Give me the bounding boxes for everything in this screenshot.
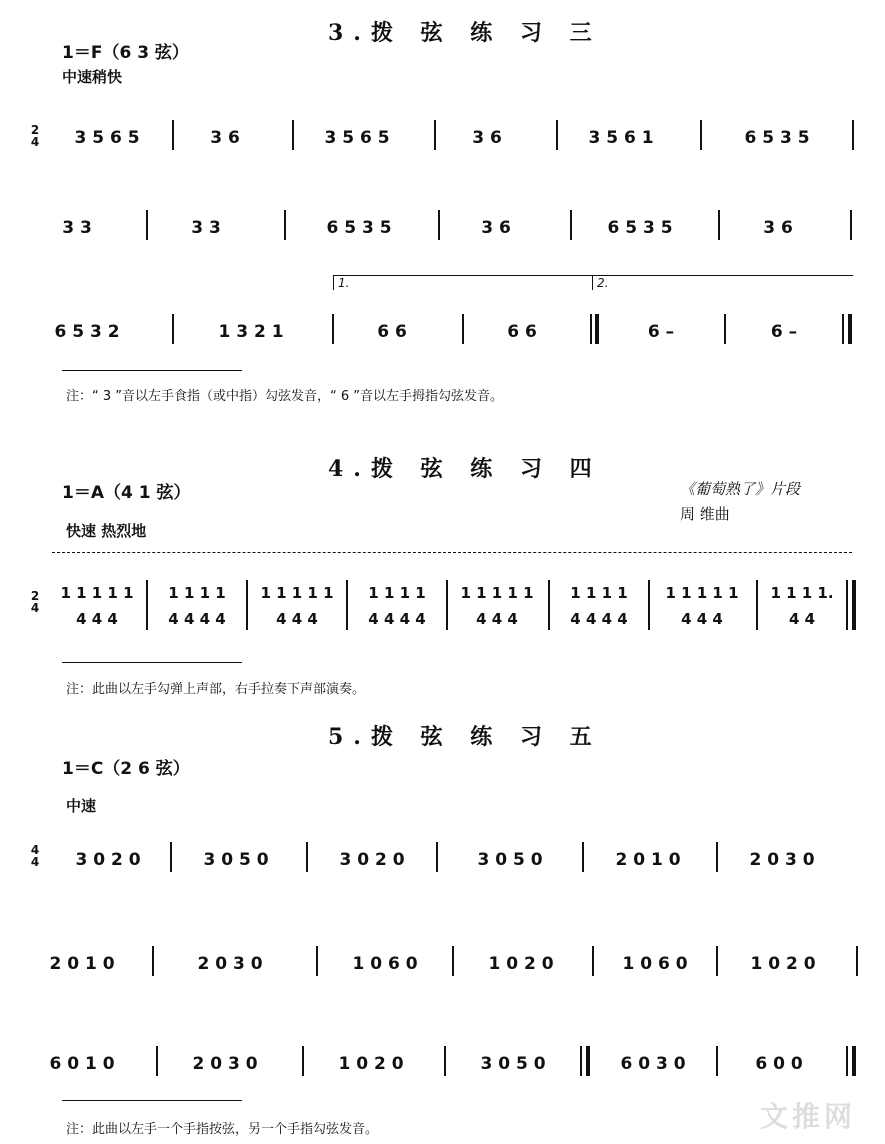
- barline: [146, 580, 148, 630]
- barline: [446, 580, 448, 630]
- dashed-line: [52, 552, 852, 553]
- section5-tempo: 中速: [66, 797, 97, 815]
- section3-title: 3.拨 弦 练 习 三: [328, 20, 602, 46]
- upper-voice: 1 1 1 1 1: [665, 584, 739, 602]
- barline: [716, 946, 718, 976]
- barline: [302, 1046, 304, 1076]
- barline: [756, 580, 758, 630]
- time-signature: 2 4: [30, 123, 40, 149]
- measure: 3 3: [191, 218, 221, 238]
- divider: [62, 1100, 242, 1101]
- upper-voice: 1 1 1 1 1: [460, 584, 534, 602]
- measure: 1 3 2 1: [218, 322, 284, 342]
- upper-voice: 1 1 1 1: [570, 584, 628, 602]
- measure: 6 0 3 0: [620, 1054, 686, 1074]
- measure: 6 5 3 5: [744, 128, 810, 148]
- measure: 6 –: [647, 322, 675, 342]
- measure: 3 6: [481, 218, 511, 238]
- section4-staff: [0, 570, 885, 640]
- barline: [292, 120, 294, 150]
- barline: [570, 210, 572, 240]
- barline: [434, 120, 436, 150]
- barline-repeat: [595, 314, 599, 344]
- measure: 6 5 3 5: [607, 218, 673, 238]
- barline: [648, 580, 650, 630]
- measure: 3 3: [62, 218, 92, 238]
- time-signature: 4 4: [30, 843, 40, 869]
- barline: [716, 1046, 718, 1076]
- barline: [548, 580, 550, 630]
- section5-title: 5.拨 弦 练 习 五: [328, 724, 602, 750]
- measure: 3 6: [210, 128, 240, 148]
- barline: [444, 1046, 446, 1076]
- lower-voice: 4 4 4: [76, 610, 118, 628]
- divider: [62, 662, 242, 663]
- barline: [850, 210, 852, 240]
- measure: 1 0 6 0: [622, 954, 688, 974]
- section4-title: 4.拨 弦 练 习 四: [328, 456, 602, 482]
- measure: 3 5 6 5: [324, 128, 390, 148]
- measure: 6 6: [377, 322, 407, 342]
- section5-key: 1＝C（2 6 弦）: [62, 759, 190, 779]
- barline: [700, 120, 702, 150]
- measure: 6 0 1 0: [49, 1054, 115, 1074]
- measure: 2 0 3 0: [749, 850, 815, 870]
- barline: [346, 580, 348, 630]
- measure: 1 0 2 0: [338, 1054, 404, 1074]
- barline: [170, 842, 172, 872]
- section5-note: 注：此曲以左手一个手指按弦，另一个手指勾弦发音。: [66, 1122, 379, 1137]
- upper-voice: 1 1 1 1: [368, 584, 426, 602]
- measure: 3 0 5 0: [203, 850, 269, 870]
- section4-source: 《葡萄熟了》片段: [680, 480, 801, 498]
- section5-staff-row2: [0, 910, 885, 980]
- barline: [852, 120, 854, 150]
- upper-voice: 1 1 1 1 1: [60, 584, 134, 602]
- barline: [306, 842, 308, 872]
- measure: 1 0 6 0: [352, 954, 418, 974]
- barline: [316, 946, 318, 976]
- section3-note: 注：“ 3 ”音以左手食指（或中指）勾弦发音，“ 6 ”音以左手拇指勾弦发音。: [66, 389, 504, 404]
- barline-final-thin: [842, 314, 844, 344]
- section4-key: 1＝A（4 1 弦）: [62, 483, 191, 503]
- barline: [716, 842, 718, 872]
- section3-staff-row3: [0, 270, 885, 350]
- divider: [62, 370, 242, 371]
- upper-voice: 1 1 1 1.: [770, 584, 834, 602]
- barline: [436, 842, 438, 872]
- barline-final: [848, 314, 852, 344]
- measure: 3 0 2 0: [75, 850, 141, 870]
- barline-final: [852, 1046, 856, 1076]
- barline-final-thin: [846, 580, 848, 630]
- measure: 2 0 1 0: [615, 850, 681, 870]
- measure: 6 –: [770, 322, 798, 342]
- barline: [724, 314, 726, 344]
- section4-composer: 周 维曲: [680, 505, 730, 523]
- barline: [718, 210, 720, 240]
- section3-staff-row1: [0, 90, 885, 160]
- upper-voice: 1 1 1 1: [168, 584, 226, 602]
- section3-key: 1＝F（6 3 弦）: [62, 43, 189, 63]
- measure: 3 0 5 0: [480, 1054, 546, 1074]
- barline: [172, 314, 174, 344]
- measure: 6 0 0: [755, 1054, 803, 1074]
- section5-staff-row1: [0, 810, 885, 880]
- barline: [592, 946, 594, 976]
- barline: [590, 314, 592, 344]
- lower-voice: 4 4 4: [276, 610, 318, 628]
- barline: [438, 210, 440, 240]
- barline: [856, 946, 858, 976]
- measure: 2 0 3 0: [192, 1054, 258, 1074]
- barline: [246, 580, 248, 630]
- watermark-logo: 文推网: [760, 1100, 857, 1133]
- measure: 1 0 2 0: [750, 954, 816, 974]
- barline: [580, 1046, 582, 1076]
- barline-repeat: [586, 1046, 590, 1076]
- lower-voice: 4 4 4 4: [168, 610, 226, 628]
- measure: 3 6: [763, 218, 793, 238]
- barline: [146, 210, 148, 240]
- barline: [332, 314, 334, 344]
- measure: 3 6: [472, 128, 502, 148]
- lower-voice: 4 4 4 4: [368, 610, 426, 628]
- barline: [556, 120, 558, 150]
- barline-final-thin: [846, 1046, 848, 1076]
- measure: 3 0 5 0: [477, 850, 543, 870]
- section4-note: 注：此曲以左手勾弹上声部，右手拉奏下声部演奏。: [66, 682, 366, 697]
- barline: [156, 1046, 158, 1076]
- measure: 6 6: [507, 322, 537, 342]
- time-signature: 2 4: [30, 589, 40, 615]
- barline: [172, 120, 174, 150]
- lower-voice: 4 4 4: [476, 610, 518, 628]
- measure: 6 5 3 2: [54, 322, 120, 342]
- lower-voice: 4 4: [788, 610, 816, 628]
- measure: 3 5 6 5: [74, 128, 140, 148]
- barline: [284, 210, 286, 240]
- measure: 1 0 2 0: [488, 954, 554, 974]
- barline: [462, 314, 464, 344]
- measure: 2 0 1 0: [49, 954, 115, 974]
- barline: [582, 842, 584, 872]
- upper-voice: 1 1 1 1 1: [260, 584, 334, 602]
- volta-second: 2.: [592, 275, 853, 290]
- section5-staff-row3: [0, 1010, 885, 1080]
- barline-final: [852, 580, 856, 630]
- measure: 6 5 3 5: [326, 218, 392, 238]
- lower-voice: 4 4 4: [681, 610, 723, 628]
- section4-tempo: 快速 热烈地: [66, 522, 147, 540]
- volta-first: 1.: [333, 275, 593, 290]
- section3-staff-row2: [0, 180, 885, 250]
- measure: 3 5 6 1: [588, 128, 654, 148]
- section3-tempo: 中速稍快: [62, 68, 123, 86]
- measure: 2 0 3 0: [197, 954, 263, 974]
- measure: 3 0 2 0: [339, 850, 405, 870]
- lower-voice: 4 4 4 4: [570, 610, 628, 628]
- barline: [152, 946, 154, 976]
- barline: [452, 946, 454, 976]
